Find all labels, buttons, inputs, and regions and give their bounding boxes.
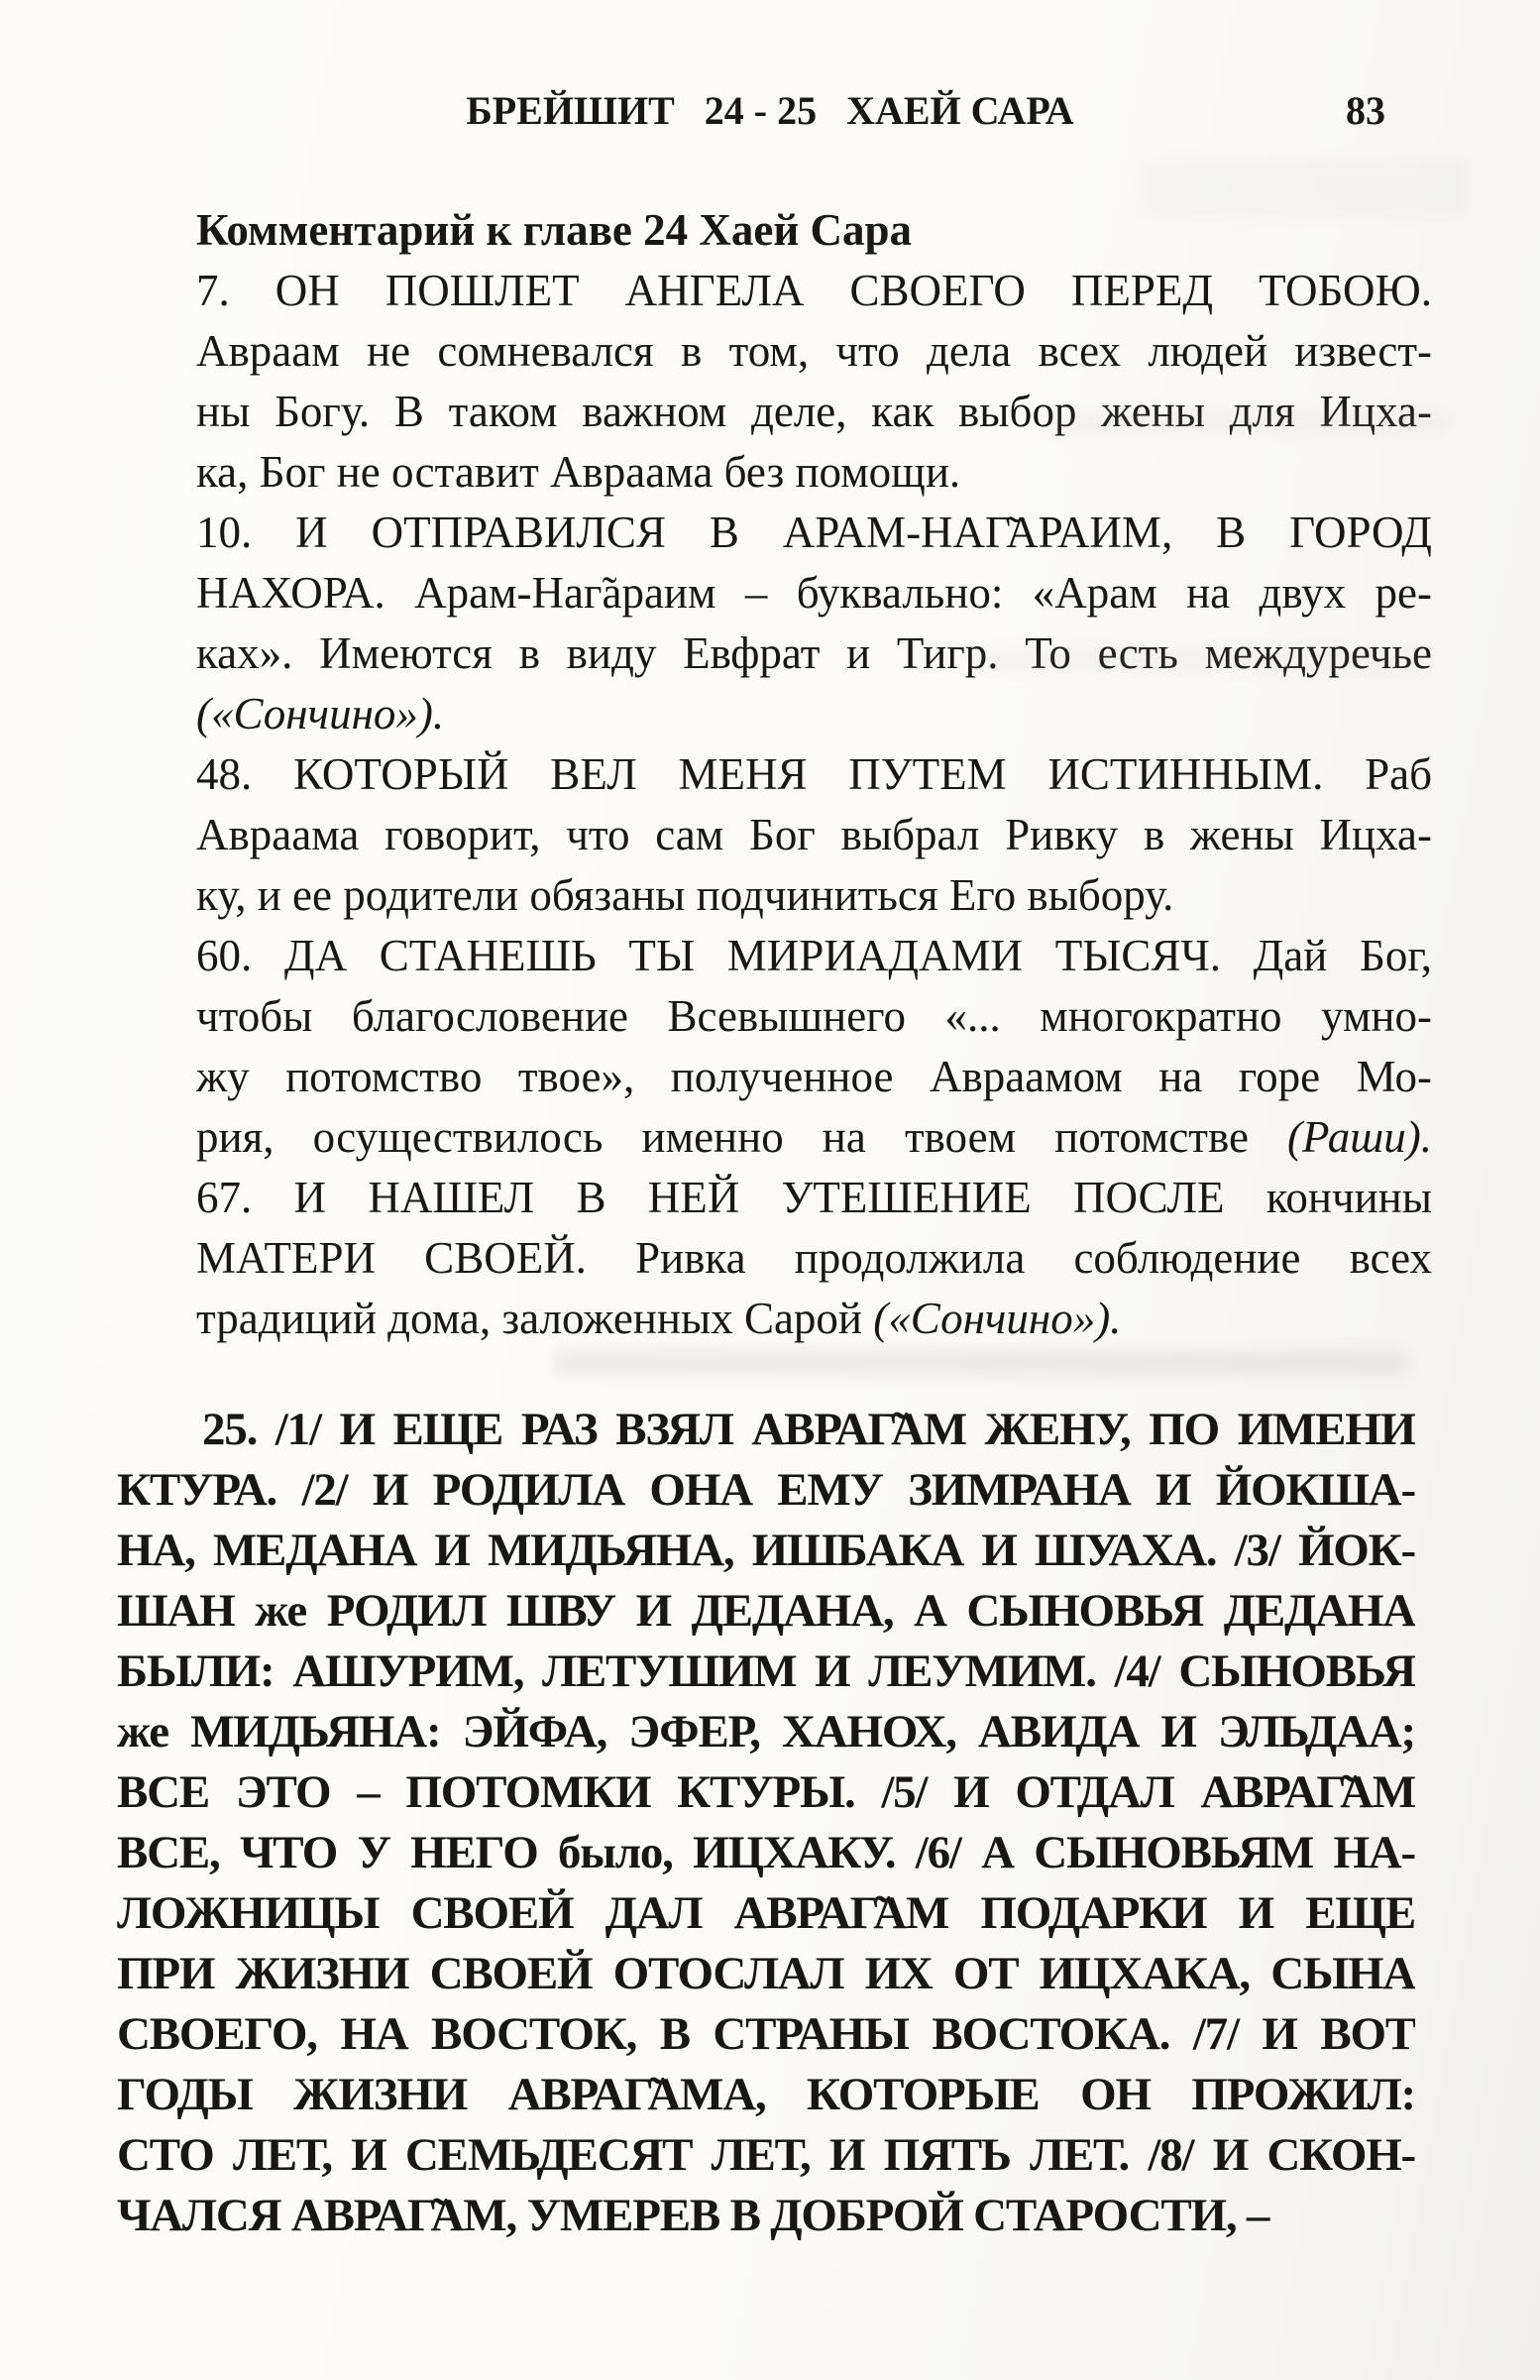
header-parsha-title: ХАЕЙ САРА [846, 88, 1074, 133]
source-citation: («Сончино»). [873, 1294, 1122, 1343]
text-run: МАТЕРИ СВОЕЙ. Ривка продолжила соблюдение всех [196, 1233, 1432, 1283]
text-line [117, 2186, 1415, 2246]
text-line [196, 986, 1432, 1047]
text-line [196, 623, 1432, 684]
text-run: Комментарий к главе 24 Хаей Сара [196, 205, 913, 255]
text-line [117, 1823, 1415, 1883]
text-run: 25. /1/ И ЕЩЕ РАЗ ВЗЯЛ АВРАГ̃АМ ЖЕНУ, ПО ИМЕНИ [202, 1404, 1415, 1455]
text-run: жу потомство твое», полученное Авраамом на горе Мо- [196, 1052, 1432, 1101]
text-run: 7. ОН ПОШЛЕТ АНГЕЛА СВОЕГО ПЕРЕД ТОБОЮ. [196, 266, 1432, 315]
text-run: рия, осуществилось именно на твоем потомстве [196, 1112, 1288, 1162]
text-run: 48. КОТОРЫЙ ВЕЛ МЕНЯ ПУТЕМ ИСТИННЫМ. Раб [196, 749, 1432, 799]
text-line [196, 1168, 1432, 1228]
text-line [117, 1400, 1415, 1460]
text-line [196, 684, 1432, 744]
text-line [117, 1642, 1415, 1702]
scan-ghost-artifact [555, 1350, 1407, 1376]
text-line [117, 1460, 1415, 1521]
text-run: КТУРА. /2/ И РОДИЛА ОНА ЕМУ ЗИМРАНА И ЙОКША- [117, 1464, 1415, 1516]
text-line [196, 1289, 1432, 1349]
text-line [196, 1047, 1432, 1107]
text-run: ка, Бог не оставит Авраама без помощи. [196, 447, 961, 497]
text-run: 67. И НАШЕЛ В НЕЙ УТЕШЕНИЕ ПОСЛЕ кончины [196, 1173, 1432, 1222]
text-run: БЫЛИ: АШУРИМ, ЛЕТУШИМ И ЛЕУМИМ. /4/ СЫНОВЬЯ [117, 1645, 1415, 1697]
text-line [196, 805, 1432, 865]
text-run: ВСЕ ЭТО – ПОТОМКИ КТУРЫ. /5/ И ОТДАЛ АВРАГ̃АМ [117, 1766, 1415, 1818]
text-line [117, 2125, 1415, 2186]
text-line [117, 1762, 1415, 1823]
text-run: ЛОЖНИЦЫ СВОЕЙ ДАЛ АВРАГ̃АМ ПОДАРКИ И ЕЩЕ [117, 1887, 1415, 1939]
text-run: СТО ЛЕТ, И СЕМЬДЕСЯТ ЛЕТ, И ПЯТЬ ЛЕТ. /8/ И СКОН- [117, 2129, 1415, 2181]
text-run: ку, и ее родители обязаны подчиниться Его выбору. [196, 870, 1174, 920]
text-line [117, 1883, 1415, 1944]
text-run: 10. И ОТПРАВИЛСЯ В АРАМ-НАГ̃АРАИМ, В ГОРОД [196, 508, 1432, 557]
text-line [196, 200, 1432, 261]
text-run: ПРИ ЖИЗНИ СВОЕЙ ОТОСЛАЛ ИХ ОТ ИЦХАКА, СЫНА [117, 1948, 1415, 1999]
text-line [117, 2004, 1415, 2065]
text-run: традиций дома, заложенных Сарой [196, 1294, 874, 1343]
text-line [196, 382, 1432, 442]
text-line [196, 261, 1432, 321]
text-line [196, 321, 1432, 382]
header-book-title: БРЕЙШИТ [466, 88, 675, 133]
text-run: ШАН же РОДИЛ ШВУ И ДЕДАНА, А СЫНОВЬЯ ДЕДАНА [117, 1585, 1415, 1637]
text-run: чтобы благословение Всевышнего «... многократно умно- [196, 991, 1432, 1041]
source-citation: (Раши). [1287, 1112, 1432, 1162]
source-citation: («Сончино»). [196, 689, 445, 738]
text-line [117, 1944, 1415, 2004]
text-run: Авраам не сомневался в том, что дела всех людей извест- [196, 326, 1432, 376]
text-run: НАХОРА. Арам-Наг̃араим – буквально: «Арам на двух ре- [196, 568, 1432, 618]
text-run: НА, МЕДАНА И МИДЬЯНА, ИШБАКА И ШУАХА. /3/ ЙОК- [117, 1525, 1415, 1576]
torah-text-section [117, 1400, 1415, 2246]
commentary-section [196, 200, 1432, 1349]
header-chapter-range: 24 - 25 [704, 88, 818, 133]
text-line [117, 1702, 1415, 1762]
text-line [196, 503, 1432, 563]
text-run: 60. ДА СТАНЕШЬ ТЫ МИРИАДАМИ ТЫСЯЧ. Дай Бог, [196, 931, 1432, 980]
text-run: ГОДЫ ЖИЗНИ АВРАГ̃АМА, КОТОРЫЕ ОН ПРОЖИЛ: [117, 2069, 1415, 2120]
text-run: СВОЕГО, НА ВОСТОК, В СТРАНЫ ВОСТОКА. /7/ И ВОТ [117, 2008, 1415, 2060]
text-run: же МИДЬЯНА: ЭЙФА, ЭФЕР, ХАНОХ, АВИДА И ЭЛЬДАА; [117, 1706, 1415, 1757]
text-line [196, 744, 1432, 805]
running-header [0, 85, 1540, 137]
text-run: Авраама говорит, что сам Бог выбрал Ривку в жены Ицха- [196, 810, 1432, 859]
text-line [196, 1228, 1432, 1289]
text-run: ВСЕ, ЧТО У НЕГО было, ИЦХАКУ. /6/ А СЫНОВЬЯМ НА- [117, 1827, 1415, 1878]
text-line [117, 1521, 1415, 1581]
text-run: ках». Имеются в виду Евфрат и Тигр. То есть междуречье [196, 628, 1432, 678]
text-run: ЧАЛСЯ АВРАГ̃АМ, УМЕРЕВ В ДОБРОЙ СТАРОСТИ, – [117, 2190, 1269, 2241]
text-line [117, 2065, 1415, 2125]
text-line [117, 1581, 1415, 1642]
text-line [196, 1107, 1432, 1168]
text-run: ны Богу. В таком важном деле, как выбор жены для Ицха- [196, 387, 1432, 436]
text-line [196, 865, 1432, 926]
text-line [196, 563, 1432, 623]
page-number: 83 [1346, 88, 1385, 133]
text-line [196, 442, 1432, 503]
text-line [196, 926, 1432, 986]
